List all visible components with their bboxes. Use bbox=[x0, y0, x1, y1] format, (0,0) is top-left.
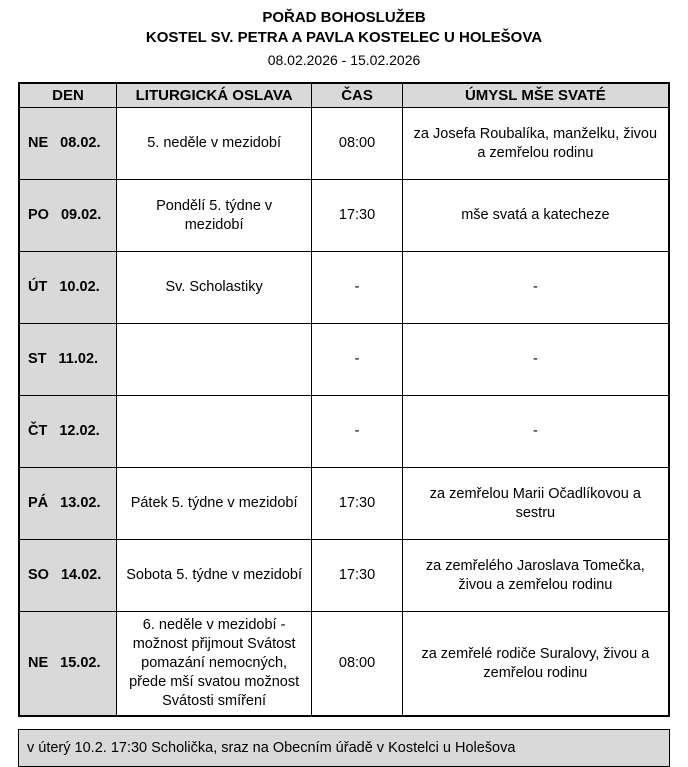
time-cell: 17:30 bbox=[312, 180, 402, 252]
footer-note: v úterý 10.2. 17:30 Scholička, sraz na Obecním úřadě v Kostelci u Holešova bbox=[18, 729, 670, 767]
document-header bbox=[18, 8, 670, 70]
day-date: 09.02. bbox=[60, 207, 102, 223]
day-abbreviation: SO bbox=[28, 567, 49, 583]
mass-intention-cell: mše svatá a katecheze bbox=[402, 180, 669, 252]
table-header-row bbox=[19, 83, 669, 108]
mass-intention-cell: - bbox=[402, 324, 669, 396]
mass-intention-cell: - bbox=[402, 252, 669, 324]
mass-intention-cell: za zemřelé rodiče Suralovy, živou a zemřelou rodinu bbox=[402, 612, 669, 717]
liturgical-celebration-cell bbox=[116, 396, 311, 468]
day-cell bbox=[19, 324, 116, 396]
time-cell: - bbox=[312, 396, 402, 468]
mass-intention-cell: - bbox=[402, 396, 669, 468]
day-cell bbox=[19, 468, 116, 540]
time-cell: 08:00 bbox=[312, 108, 402, 180]
day-cell bbox=[19, 108, 116, 180]
table-row bbox=[19, 252, 669, 324]
table-row bbox=[19, 108, 669, 180]
mass-intention-cell: za Josefa Roubalíka, manželku, živou a zemřelou rodinu bbox=[402, 108, 669, 180]
liturgical-celebration-cell: Sobota 5. týdne v mezidobí bbox=[116, 540, 311, 612]
liturgical-celebration-cell: 6. neděle v mezidobí - možnost přijmout Svátost pomazání nemocných, přede mší svatou možnost Svátosti smíření bbox=[116, 612, 311, 717]
day-date: 12.02. bbox=[59, 423, 100, 439]
mass-intention-cell: za zemřelého Jaroslava Tomečka, živou a zemřelou rodinu bbox=[402, 540, 669, 612]
day-abbreviation: ČT bbox=[28, 423, 48, 439]
time-cell: 17:30 bbox=[312, 540, 402, 612]
table-row bbox=[19, 396, 669, 468]
liturgical-celebration-cell: Sv. Scholastiky bbox=[116, 252, 311, 324]
day-abbreviation: ÚT bbox=[28, 279, 48, 295]
day-cell bbox=[19, 612, 116, 717]
column-header: ÚMYSL MŠE SVATÉ bbox=[402, 83, 669, 108]
day-date: 10.02. bbox=[59, 279, 100, 295]
time-cell: - bbox=[312, 324, 402, 396]
time-cell: - bbox=[312, 252, 402, 324]
day-cell bbox=[19, 252, 116, 324]
table-row bbox=[19, 468, 669, 540]
time-cell: 08:00 bbox=[312, 612, 402, 717]
column-header: LITURGICKÁ OSLAVA bbox=[116, 83, 311, 108]
day-abbreviation: NE bbox=[28, 655, 49, 671]
day-date: 08.02. bbox=[60, 135, 101, 151]
time-cell: 17:30 bbox=[312, 468, 402, 540]
column-header: ČAS bbox=[312, 83, 402, 108]
day-date: 15.02. bbox=[60, 655, 101, 671]
table-row bbox=[19, 180, 669, 252]
day-abbreviation: NE bbox=[28, 135, 49, 151]
day-cell bbox=[19, 396, 116, 468]
document-title: POŘAD BOHOSLUŽEB bbox=[262, 9, 426, 26]
day-cell bbox=[19, 540, 116, 612]
day-abbreviation: ST bbox=[28, 351, 47, 367]
column-header: DEN bbox=[19, 83, 116, 108]
day-abbreviation: PO bbox=[28, 207, 49, 223]
day-date: 14.02. bbox=[60, 567, 102, 583]
day-abbreviation: PÁ bbox=[28, 495, 49, 511]
liturgical-celebration-cell: 5. neděle v mezidobí bbox=[116, 108, 311, 180]
table-row bbox=[19, 612, 669, 717]
liturgical-celebration-cell: Pondělí 5. týdne v mezidobí bbox=[116, 180, 311, 252]
mass-intention-cell: za zemřelou Marii Očadlíkovou a sestru bbox=[402, 468, 669, 540]
date-range: 08.02.2026 - 15.02.2026 bbox=[267, 52, 421, 68]
document-subtitle: KOSTEL SV. PETRA A PAVLA KOSTELEC U HOLEŠOVA bbox=[145, 29, 543, 46]
day-date: 11.02. bbox=[58, 351, 99, 367]
liturgical-celebration-cell bbox=[116, 324, 311, 396]
table-row bbox=[19, 540, 669, 612]
liturgical-celebration-cell: Pátek 5. týdne v mezidobí bbox=[116, 468, 311, 540]
day-date: 13.02. bbox=[60, 495, 101, 511]
day-cell bbox=[19, 180, 116, 252]
schedule-table bbox=[18, 82, 670, 717]
table-row bbox=[19, 324, 669, 396]
